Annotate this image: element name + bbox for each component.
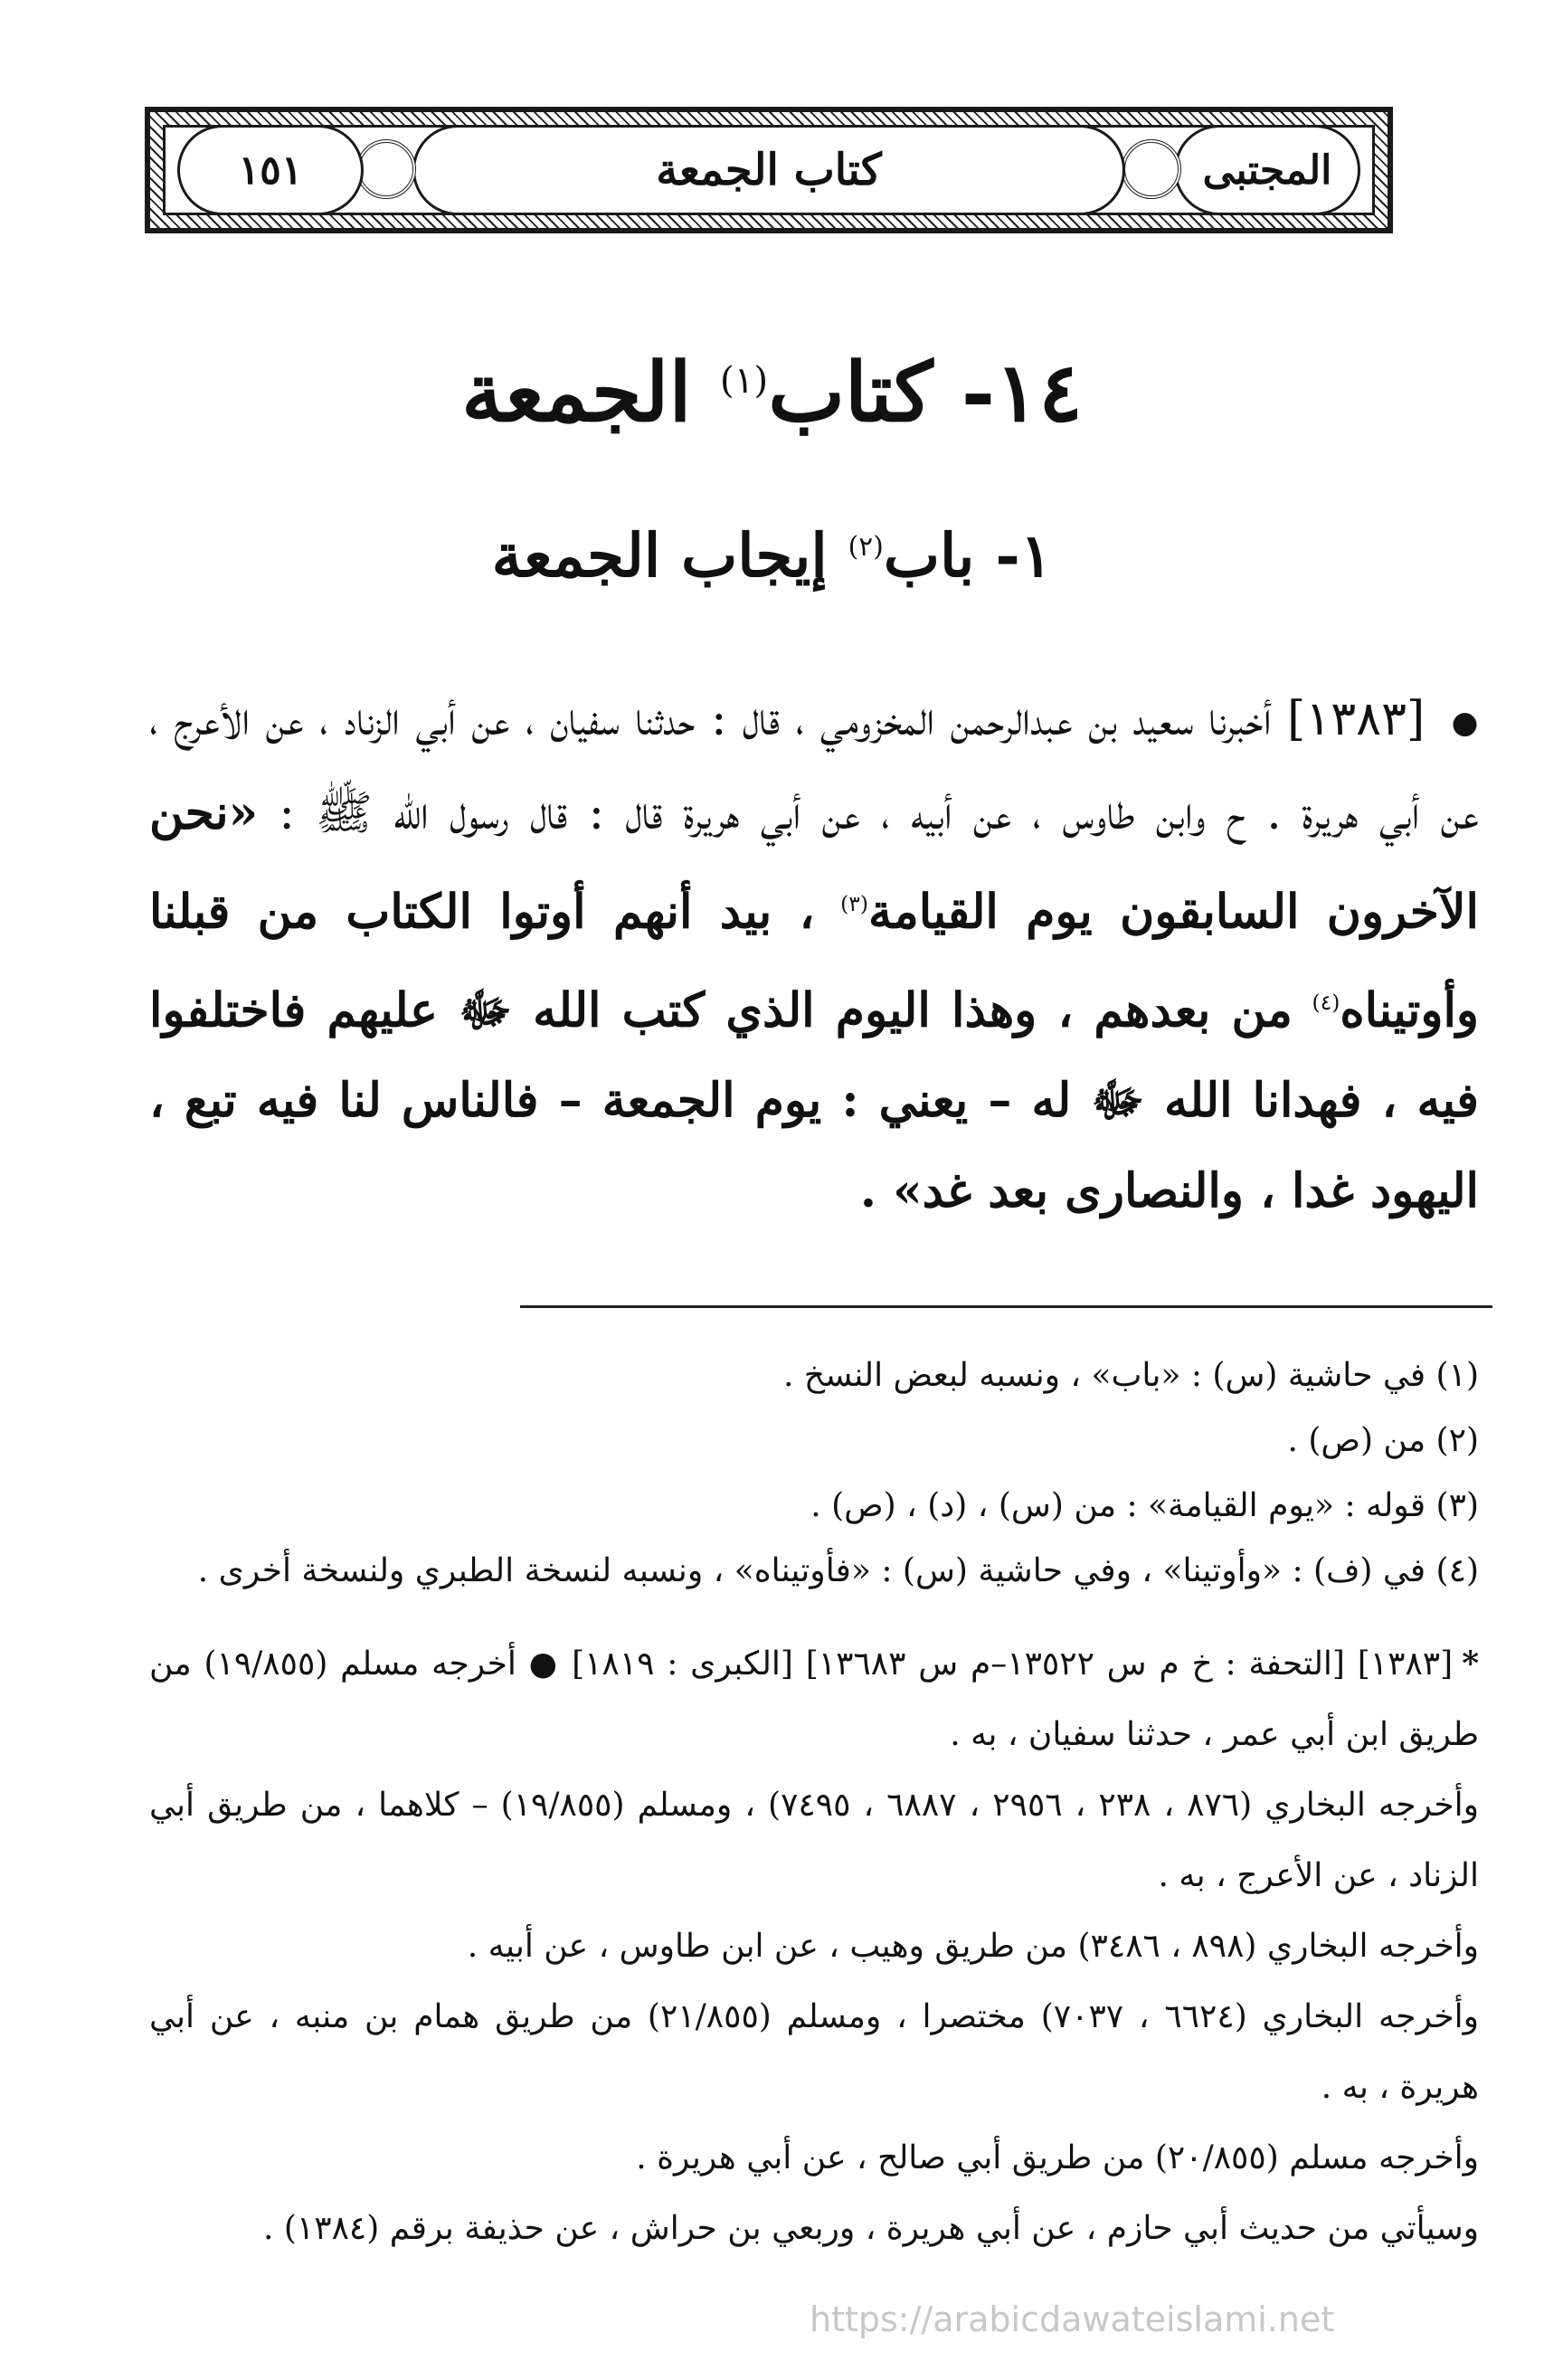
footnote-ref: (١) [719, 358, 769, 402]
series-name: المجتبى [1174, 125, 1360, 215]
hadith-matn-part-3: من بعدهم ، وهذا اليوم الذي كتب الله ﷻ عليهم فاختلفوا فيه ، فهدانا الله ﷻ له – يعني : يوم الجمعة – فالناس لنا فيه تبع ، اليهود غدا ، والنصارى بعد غد» . [149, 982, 1479, 1219]
page-number: ١٥١ [177, 125, 364, 215]
hadith-number: [١٣٨٣] [1287, 692, 1426, 746]
hadith-matn-part-2: ، بيد أنهم أوتوا الكتاب من قبلنا وأوتيناه [149, 883, 1480, 1038]
book-title [0, 345, 1544, 441]
footnotes [149, 1343, 1479, 1604]
takhrij-line: وسيأتي من حديث أبي حازم ، عن أبي هريرة ، وربعي بن حراش ، عن حذيفة برقم (١٣٨٤) . [262, 2210, 1479, 2247]
footnote-item: (١) في حاشية (س) : «باب» ، ونسبه لبعض النسخ . [783, 1357, 1479, 1394]
takhrij-section [149, 1628, 1479, 2264]
chapter-title [0, 520, 1544, 591]
rosette-ornament-icon [356, 139, 416, 199]
book-name: الجمعة [461, 345, 692, 441]
chapter-number: ١- [995, 520, 1053, 591]
watermark-url: https://arabicdawateislami.net [810, 2299, 1335, 2339]
footnote-item: (٢) من (ص) . [1287, 1422, 1479, 1459]
footnote-item: (٤) في (ف) : «وأوتينا» ، وفي حاشية (س) : «فأوتيناه» ، ونسبه لنسخة الطبري ولنسخة أخرى . [197, 1552, 1479, 1589]
footnote-ref: (٣) [840, 890, 868, 916]
hadith-isnad: أخبرنا سعيد بن عبدالرحمن المخزومي ، قال : حدثنا سفيان ، عن أبي الزناد ، عن الأعرج ، عن أبي هريرة . ح وابن طاوس ، عن أبيه ، عن أبي هريرة قال : قال رسول الله ﷺ : [149, 692, 1480, 840]
footnote-item: (٣) قوله : «يوم القيامة» : من (س) ، (د) ، (ص) . [810, 1487, 1479, 1524]
chapter-name: إيجاب الجمعة [491, 520, 828, 591]
running-book-name: كتاب الجمعة [412, 125, 1125, 215]
takhrij-line: وأخرجه البخاري (٦٦٢٤ ، ٧٠٣٧) مختصرا ، ومسلم (٢١/٨٥٥) من طريق همام بن منبه ، عن أبي هريرة ، به . [149, 1998, 1479, 2106]
footnote-separator [520, 1305, 1492, 1308]
footnote-ref: (٤) [1312, 989, 1340, 1015]
takhrij-line: وأخرجه البخاري (٨٩٨ ، ٣٤٨٦) من طريق وهيب ، عن ابن طاوس ، عن أبيه . [467, 1928, 1479, 1965]
takhrij-line: *[١٣٨٣] [التحفة : خ م س ١٣٥٢٢–م س ١٣٦٨٣] [الكبرى : ١٨١٩] ● أخرجه مسلم (١٩/٨٥٥) من طريق ابن أبي عمر ، حدثنا سفيان ، به . [149, 1645, 1480, 1753]
footnote-ref: (٢) [848, 531, 884, 563]
takhrij-line: وأخرجه البخاري (٨٧٦ ، ٢٣٨ ، ٢٩٥٦ ، ٦٨٨٧ ، ٧٤٩٥) ، ومسلم (١٩/٨٥٥) – كلاهما ، من طريق أبي الزناد ، عن الأعرج ، به . [149, 1787, 1479, 1894]
chapter-label: باب [883, 520, 975, 591]
hadith-text [149, 674, 1479, 1237]
book-label: كتاب [768, 345, 933, 441]
bullet-icon: ● [1451, 704, 1480, 741]
rosette-ornament-icon [1122, 139, 1181, 199]
takhrij-line: وأخرجه مسلم (٢٠/٨٥٥) من طريق أبي صالح ، عن أبي هريرة . [636, 2139, 1479, 2176]
hadith-matn-part-1: «نحن الآخرون السابقون يوم القيامة [149, 784, 1480, 939]
running-header [145, 107, 1393, 233]
book-number: ١٤- [961, 345, 1083, 441]
asterisk-icon: * [1462, 1645, 1480, 1683]
